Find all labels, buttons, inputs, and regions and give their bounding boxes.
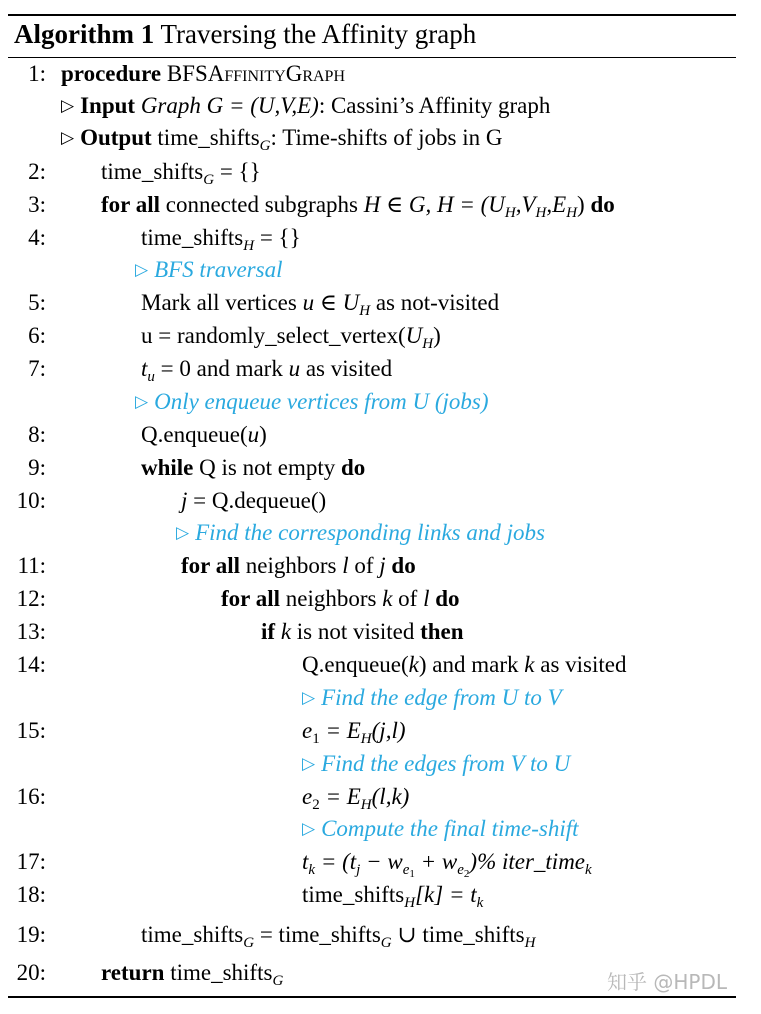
comment-edge-u-to-v: [0, 682, 740, 714]
line-code: [181, 485, 326, 517]
line-code: [141, 222, 301, 254]
line-12: [0, 583, 740, 615]
line-number: 10:: [16, 488, 46, 513]
subscript: H: [404, 895, 416, 911]
math-text: j: [181, 488, 188, 513]
math-text: u: [288, 356, 301, 381]
line-code: [302, 781, 409, 813]
line-15: [0, 715, 740, 747]
algorithm-caption: Traversing the Affinity graph: [160, 19, 477, 49]
math-text: [k] = t: [415, 882, 477, 907]
subscript: G: [243, 935, 255, 951]
math-text: t: [302, 849, 309, 874]
code-text: time_shifts: [164, 960, 273, 985]
line-number: 2:: [28, 159, 46, 184]
line-number: 4:: [28, 225, 46, 250]
math-text: = (t: [315, 849, 357, 874]
line-number: 8:: [28, 422, 46, 447]
subscript: 1: [312, 731, 320, 747]
keyword-do: do: [429, 586, 460, 611]
line-code: [221, 583, 460, 615]
subscript: H: [360, 731, 372, 747]
keyword-while: while: [141, 455, 194, 480]
subscript: G: [272, 973, 284, 989]
math-text: k: [275, 619, 292, 644]
triangle-icon: ▷: [302, 688, 316, 707]
line-14: [0, 649, 740, 681]
code-text: time_shifts: [141, 225, 244, 250]
code-text: u = randomly_select_vertex(: [141, 323, 406, 348]
subscript: H: [504, 205, 516, 221]
code-text: = {}: [214, 159, 261, 184]
line-code: [101, 189, 615, 221]
subscript: 2: [312, 797, 320, 813]
line-8: [0, 419, 740, 451]
line-number: 19:: [16, 922, 46, 947]
line-code: [141, 353, 392, 385]
line-10: [0, 485, 740, 517]
subscript: 1: [409, 868, 415, 880]
code-text: Q is not empty: [193, 455, 341, 480]
subscript: H: [359, 303, 371, 319]
comment-text: Find the edge from U to V: [321, 685, 562, 710]
line-code: [302, 879, 483, 911]
line-number: 1:: [28, 61, 46, 86]
code-text: Q.enqueue(: [302, 652, 409, 677]
math-text: l: [423, 586, 430, 611]
line-code: [141, 287, 499, 319]
keyword-procedure: procedure: [61, 61, 162, 86]
line-9: [0, 452, 740, 484]
line-4: [0, 222, 740, 254]
keyword-do: do: [385, 553, 416, 578]
code-text: = 0 and mark: [154, 356, 289, 381]
triangle-icon: ▷: [302, 754, 316, 773]
math-text: j: [379, 553, 386, 578]
math-text: H ∈ G, H = (U: [363, 192, 505, 217]
keyword-do: do: [340, 455, 366, 480]
math-text: u: [247, 422, 260, 447]
output-desc: : Time-shifts of jobs in G: [270, 125, 503, 150]
comment-text: Only enqueue vertices from U (jobs): [154, 389, 489, 414]
input-math: G = (U,V,E): [206, 93, 319, 118]
line-number: 12:: [16, 586, 46, 611]
triangle-icon: ▷: [302, 819, 316, 838]
subscript: G: [203, 172, 215, 188]
keyword-for-all: for all: [221, 586, 280, 611]
code-text: time_shifts: [141, 922, 244, 947]
line-number: 5:: [28, 290, 46, 315]
subscript: j: [356, 862, 361, 878]
output-var: time_shifts: [157, 125, 260, 150]
subscript: k: [585, 862, 592, 878]
math-text: (l,k): [371, 784, 410, 809]
line-5: [0, 287, 740, 319]
line-11: [0, 550, 740, 582]
code-text: = Q.dequeue(): [187, 488, 327, 513]
line-6: [0, 320, 740, 352]
code-text: = {}: [254, 225, 301, 250]
comment-edges-v-to-u: [0, 748, 740, 780]
input-desc: : Cassini’s Affinity graph: [318, 93, 551, 118]
line-code: [141, 320, 441, 352]
line-2: [0, 156, 740, 188]
math-text: e: [302, 718, 313, 743]
math-text: t: [141, 356, 148, 381]
math-text: e: [302, 784, 313, 809]
triangle-icon: ▷: [61, 128, 75, 147]
comment-find-links: [0, 517, 740, 549]
line-code: [181, 550, 416, 582]
subscript: k: [308, 862, 316, 878]
math-text: (j,l): [371, 718, 406, 743]
line-17: [0, 846, 740, 878]
subscript: H: [524, 935, 536, 951]
code-text: ) and mark: [418, 652, 525, 677]
math-text: k: [524, 652, 535, 677]
code-text: ): [259, 422, 267, 447]
line-code: [141, 419, 267, 451]
code-text: as not-visited: [370, 290, 500, 315]
code-text: is not visited: [291, 619, 421, 644]
line-number: 13:: [16, 619, 46, 644]
algorithm-label: Algorithm 1: [14, 19, 155, 49]
code-text: = time_shifts: [254, 922, 381, 947]
comment-bfs-traversal: [0, 254, 740, 286]
triangle-icon: ▷: [135, 392, 149, 411]
subscript: H: [422, 336, 434, 352]
line-code: [302, 682, 562, 716]
line-code: [261, 616, 464, 648]
code-text: connected subgraphs: [159, 192, 364, 217]
code-text: time_shifts: [101, 159, 204, 184]
comment-text: Find the corresponding links and jobs: [195, 520, 545, 545]
code-text: neighbors: [239, 553, 343, 578]
line-code: [302, 846, 592, 878]
triangle-icon: ▷: [135, 260, 149, 279]
subscript: u: [147, 369, 155, 385]
line-code: [141, 452, 365, 484]
top-rule: [8, 14, 736, 16]
subscript: G: [380, 935, 392, 951]
line-code: [302, 649, 626, 681]
line-code: [101, 957, 283, 989]
line-16: [0, 781, 740, 813]
math-text: = E: [319, 718, 361, 743]
code-text: neighbors: [279, 586, 383, 611]
comment-text: BFS traversal: [154, 257, 283, 282]
line-code: [302, 715, 406, 747]
subscript: G: [259, 138, 271, 154]
comment-enqueue-jobs: [0, 386, 740, 418]
keyword-do: do: [584, 192, 615, 217]
line-code: [176, 517, 545, 551]
line-19: [0, 919, 740, 951]
line-code: [101, 156, 261, 188]
subscript: H: [360, 797, 372, 813]
comment-text: Find the edges from V to U: [321, 751, 571, 776]
code-text: as visited: [300, 356, 393, 381]
line-code: [61, 122, 502, 156]
code-text: as visited: [534, 652, 627, 677]
code-text: Q.enqueue(: [141, 422, 248, 447]
triangle-icon: ▷: [176, 523, 190, 542]
code-text: ): [433, 323, 441, 348]
line-number: 15:: [16, 718, 46, 743]
math-text: = E: [319, 784, 361, 809]
subscript: H: [566, 205, 578, 221]
keyword-then: then: [420, 619, 464, 644]
line-18: [0, 879, 740, 911]
algorithm-title: [14, 17, 476, 51]
line-number: 9:: [28, 455, 46, 480]
line-code: [302, 813, 579, 847]
keyword-if: if: [261, 619, 276, 644]
line-number: 18:: [16, 882, 46, 907]
line-number: 11:: [17, 553, 46, 578]
keyword-output: Output: [80, 125, 152, 150]
subscript: H: [535, 205, 547, 221]
math-text: u ∈ U: [302, 290, 360, 315]
keyword-for-all: for all: [181, 553, 240, 578]
line-number: 20:: [16, 960, 46, 985]
comment-final-time-shift: [0, 813, 740, 845]
subscript: e: [402, 862, 410, 878]
triangle-icon: ▷: [61, 96, 75, 115]
math-text: k: [408, 652, 419, 677]
line-code: [61, 90, 550, 124]
line-13: [0, 616, 740, 648]
keyword-for-all: for all: [101, 192, 160, 217]
math-text: − w: [360, 849, 403, 874]
line-number: 14:: [16, 652, 46, 677]
bottom-rule: [8, 996, 736, 998]
line-code: [141, 919, 535, 951]
code-text: of: [392, 586, 424, 611]
subscript: 2: [463, 868, 470, 880]
code-text: ∪ time_shifts: [391, 922, 525, 947]
subscript: e: [457, 862, 464, 878]
keyword-input: Input: [80, 93, 136, 118]
line-number: 17:: [16, 849, 46, 874]
math-text: + w: [414, 849, 458, 874]
code-text: time_shifts: [302, 882, 405, 907]
subscript: k: [476, 895, 484, 911]
math-text: k: [382, 586, 393, 611]
watermark: 知乎 @HPDL: [607, 970, 727, 994]
line-number: 16:: [16, 784, 46, 809]
line-number: 6:: [28, 323, 46, 348]
math-text: U: [405, 323, 423, 348]
line-code: [135, 254, 282, 288]
math-text: ,E: [546, 192, 567, 217]
input-text: Graph: [140, 93, 201, 118]
line-3: [0, 189, 740, 221]
math-text: ,V: [515, 192, 536, 217]
input-line: [0, 90, 740, 122]
code-text: Mark all vertices: [141, 290, 303, 315]
line-code: [302, 748, 570, 782]
code-text: of: [348, 553, 380, 578]
procedure-name: BFSAffinityGraph: [166, 61, 346, 86]
math-text: ): [577, 192, 585, 217]
line-1: [0, 58, 740, 90]
output-line: [0, 122, 740, 154]
line-number: 7:: [28, 356, 46, 381]
math-text: )% iter_time: [469, 849, 586, 874]
line-code: [61, 58, 345, 90]
line-7: [0, 353, 740, 385]
subscript: H: [243, 238, 255, 254]
keyword-return: return: [101, 960, 165, 985]
line-code: [135, 386, 489, 420]
line-number: 3:: [28, 192, 46, 217]
comment-text: Compute the final time-shift: [321, 816, 579, 841]
math-text: l: [342, 553, 349, 578]
